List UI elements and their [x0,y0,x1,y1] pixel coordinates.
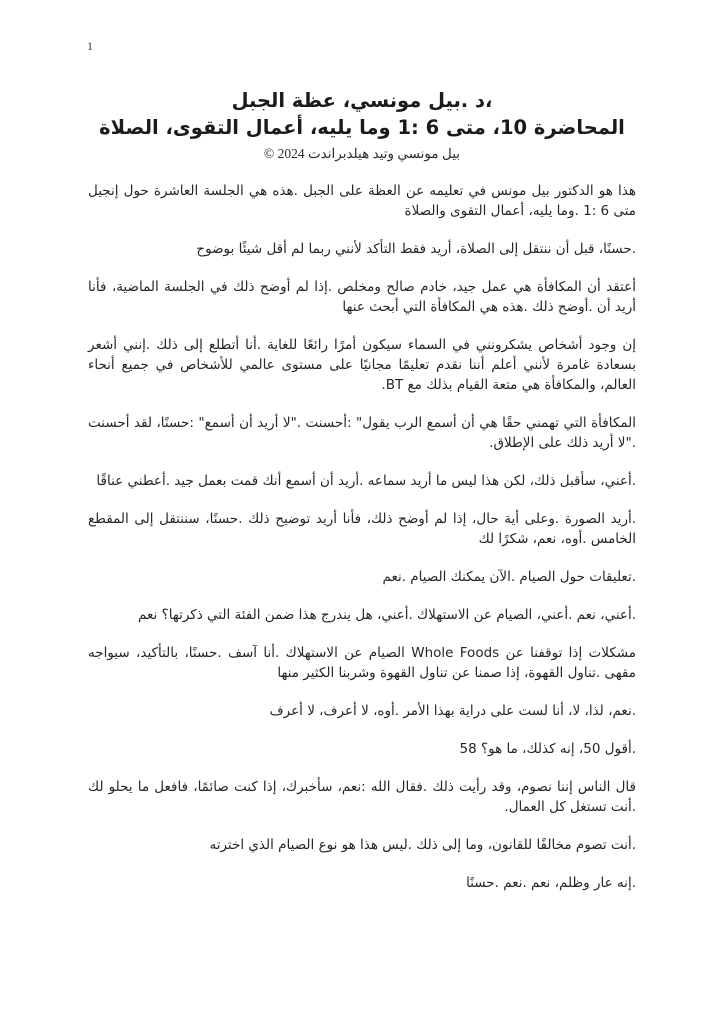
transcript-paragraph: إن وجود أشخاص يشكرونني في السماء سيكون أمرًا رائعًا للغاية .أنا أتطلع إلى ذلك .إنني أشعر بسعادة غامرة لأنني أعلم أننا نقدم تعليمًا مجانيًا على مستوى عالمي للأشخاص في جميع أنحاء العالم، والمكافأة هي متعة القيام بذلك مع BT. [88,337,636,393]
title-line-1: ،د .بيل مونسي، عظة الجبل [231,89,493,112]
transcript-paragraph: .أريد الصورة .وعلى أية حال، إذا لم أوضح ذلك، فأنا أريد توضيح ذلك .حسنًا، سننتقل إلى المقطع الخامس .أوه، نعم، شكرًا لك [88,511,636,547]
transcript-paragraph: .أقول 50، إنه كذلك، ما هو؟ 58 [459,741,636,757]
transcript-paragraph: .أنت تصوم مخالفًا للقانون، وما إلى ذلك .ليس هذا هو نوع الصيام الذي اخترته [209,837,636,853]
transcript-paragraph: .أعني، نعم .أعني، الصيام عن الاستهلاك .أعني، هل يندرج هذا ضمن الفئة التي ذكرتها؟ نعم [138,607,636,623]
page-number: 1 [87,39,93,53]
transcript-paragraph: المكافأة التي تهمني حقًا هي أن أسمع الرب يقول" :أحسنت ."لا أريد أن أسمع" :حسنًا، لقد أحسنت ."لا أريد ذلك على الإطلاق. [88,415,636,451]
transcript-paragraph: أعتقد أن المكافأة هي عمل جيد، خادم صالح ومخلص .إذا لم أوضح ذلك في الجلسة الماضية، فأنا أريد أن .أوضح ذلك .هذه هي المكافأة التي أبحث عنها [88,279,636,315]
document-header [0,0,724,162]
copyright-line: بيل مونسي وتيد هيلدبراندت 2024 © [263,146,461,161]
transcript-paragraph: .حسنًا، قبل أن ننتقل إلى الصلاة، أريد فقط التأكد لأنني ربما لم أقل شيئًا بوضوح [196,241,636,257]
transcript-body [88,181,636,893]
transcript-paragraph: هذا هو الدكتور بيل مونس في تعليمه عن العظة على الجبل .هذه هي الجلسة العاشرة حول إنجيل متى 6 :1 .وما يليه، أعمال التقوى والصلاة [88,183,636,219]
title-line-2: المحاضرة 10، متى 6 :1 وما يليه، أعمال التقوى، الصلاة [99,116,625,139]
document-title [0,87,724,141]
transcript-paragraph: قال الناس إننا نصوم، وقد رأيت ذلك .فقال الله :نعم، سأخبرك، إذا كنت صائمًا، فافعل ما يحلو لك .أنت تستغل كل العمال. [88,779,636,815]
transcript-paragraph: .نعم، لذا، لا، أنا لست على دراية بهذا الأمر .أوه، لا أعرف، لا أعرف [269,703,636,719]
transcript-paragraph: .إنه عار وظلم، نعم .نعم .حسنًا [466,875,636,891]
transcript-paragraph: .تعليقات حول الصيام .الآن يمكنك الصيام .نعم [382,569,636,585]
transcript-paragraph: .أعني، سأقبل ذلك، لكن هذا ليس ما أريد سماعه .أريد أن أسمع أنك قمت بعمل جيد .أعطني عناقًا [96,473,636,489]
transcript-paragraph: مشكلات إذا توقفنا عن Whole Foods الصيام عن الاستهلاك .أنا آسف .حسنًا، بالتأكيد، سيواجه مقهى .تناول القهوة، إذا صمنا عن تناول القهوة وشربنا الكثير منها [88,645,637,681]
